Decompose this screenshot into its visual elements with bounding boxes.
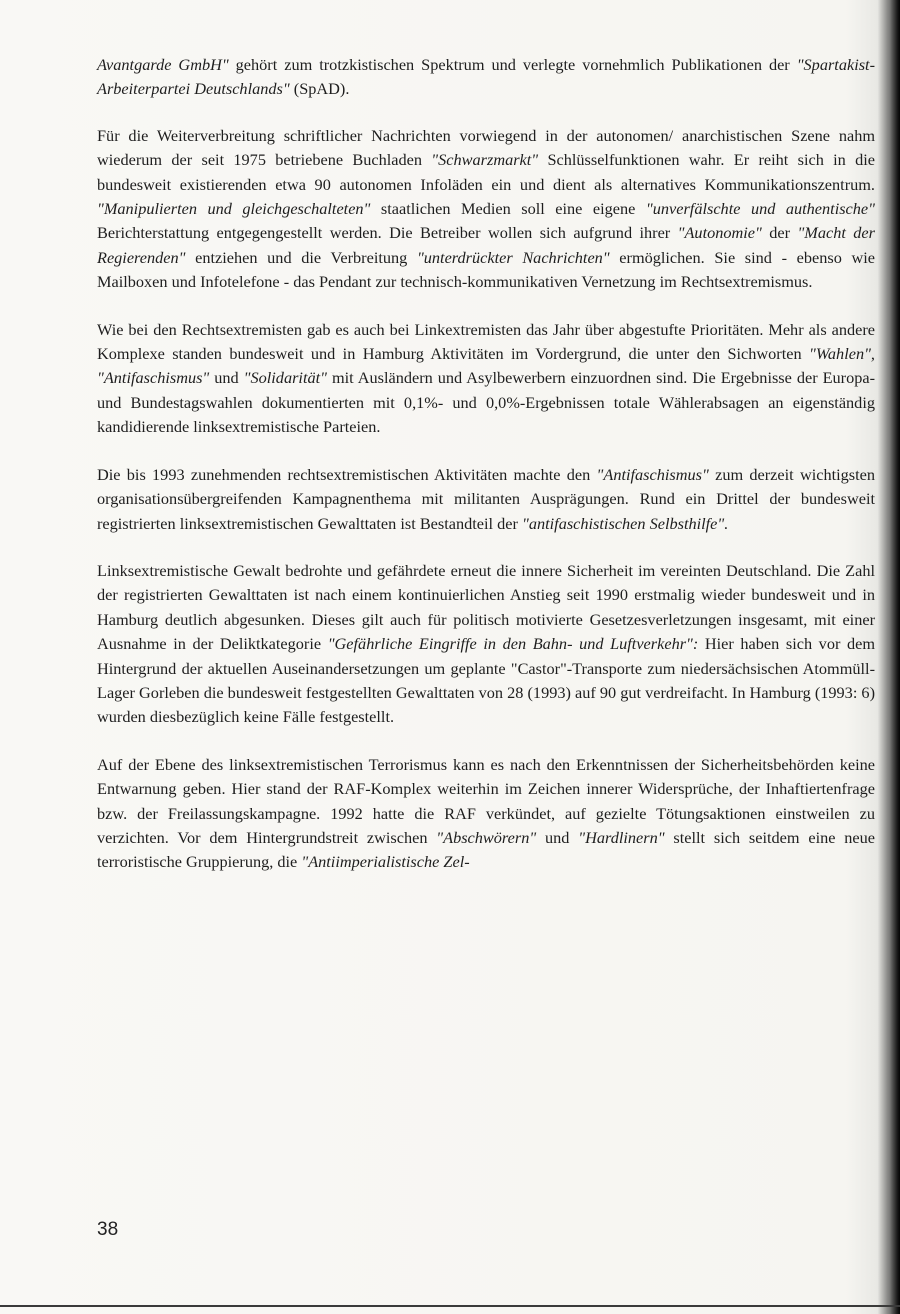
text-segment: und: [209, 368, 244, 388]
quoted-term: "unterdrückter Nachrichten": [416, 247, 610, 267]
paragraph-2: [97, 124, 875, 295]
text-segment: Schlüsselfunktionen wahr. Er reiht sich in die bundesweit existierenden etwa 90 autonomen Infoläden ein und dient als alternatives Kommunikationszentrum.: [97, 150, 875, 194]
paragraph-5: [97, 559, 875, 730]
quoted-term: "unverfälschte und authentische": [645, 199, 875, 219]
quoted-term: "antifaschistischen Selbsthilfe".: [522, 513, 729, 533]
quoted-term: "Autonomie": [677, 223, 762, 243]
text-segment: Berichterstattung entgegengestellt werden. Die Betreiber wollen sich aufgrund ihrer: [97, 223, 678, 243]
text-segment: stellt sich seitdem eine neue terroristische Gruppierung, die: [97, 827, 876, 872]
quoted-term: Avantgarde GmbH": [97, 55, 229, 74]
quoted-term: "Antiimperialistische Zel-: [301, 852, 470, 872]
page-number: 38: [97, 1219, 119, 1240]
text-segment: mit Ausländern und Asylbewerbern einzuordnen sind. Die Ergebnisse der Europa- und Bundestagswahlen dokumentierten mit 0,1%- und 0,0%-Ergebnissen totale Wählerabsagen an eigenständig kandidierende linksextremistische Parteien.: [97, 368, 876, 437]
paragraph-3: [97, 318, 875, 440]
paragraph-6: [97, 753, 875, 875]
quoted-term: "Hardlinern": [578, 827, 665, 847]
text-segment: Für die Weiterverbreitung schriftlicher Nachrichten vorwiegend in der autonomen/ anarchistischen Szene nahm wiederum der seit 1975 betriebene Buchladen: [97, 125, 875, 170]
text-segment: entziehen und die Verbreitung: [185, 247, 417, 267]
body-text: [97, 53, 875, 898]
quoted-term: "Antifaschismus": [596, 464, 709, 484]
text-segment: der: [761, 223, 798, 243]
quoted-term: "Macht der Regierenden": [97, 223, 875, 267]
text-segment: staatlichen Medien soll eine eigene: [370, 199, 646, 219]
text-segment: Die bis 1993 zunehmenden rechtsextremistischen Aktivitäten machte den: [97, 464, 597, 484]
quoted-term: "Wahlen", "Antifaschismus": [97, 344, 875, 388]
text-segment: ermöglichen. Sie sind - ebenso wie Mailboxen und Infotelefone - das Pendant zur technisch-kommunikativen Vernetzung im Rechtsextremismus.: [97, 247, 875, 292]
text-segment: (SpAD).: [289, 79, 350, 99]
text-segment: und: [536, 827, 579, 847]
paragraph-4: [97, 463, 875, 536]
text-segment: zum derzeit wichtigsten organisationsübergreifenden Kampagnenthema mit militanten Ausprägungen. Rund ein Drittel der bundesweit registrierten linksextremistischen Gewalttaten ist Bestandteil der: [97, 464, 876, 533]
text-segment: Auf der Ebene des linksextremistischen Terrorismus kann es nach den Erkenntnissen der Sicherheitsbehörden keine Entwarnung geben. Hier stand der RAF-Komplex weiterhin im Zeichen innerer Widersprüche, der Inhaftiertenfrage bzw. der Freilassungskampagne. 1992 hatte die RAF verkündet, auf gezielte Tötungsaktionen einstweilen zu verzichten. Vor dem Hintergrundstreit zwischen: [97, 754, 875, 847]
quoted-term: "Manipulierten und gleichgeschalteten": [97, 199, 371, 219]
page-edge-shadow: [890, 0, 900, 1314]
text-segment: gehört zum trotzkistischen Spektrum und verlegte vornehmlich Publikationen der: [228, 55, 797, 74]
text-segment: Wie bei den Rechtsextremisten gab es auch bei Linkextremisten das Jahr über abgestufte Prioritäten. Mehr als andere Komplexe standen bundesweit und in Hamburg Aktivitäten im Vordergrund, die unter den Sichworten: [97, 319, 875, 364]
quoted-term: "Schwarzmarkt": [431, 150, 539, 170]
quoted-term: "Gefährliche Eingriffe in den Bahn- und Luftverkehr":: [327, 634, 699, 654]
paragraph-1: [97, 53, 875, 102]
quoted-term: "Abschwörern": [436, 827, 537, 847]
page-bottom-edge: [0, 1305, 900, 1307]
text-segment: Hier haben sich vor dem Hintergrund der aktuellen Auseinandersetzungen um geplante "Castor"-Transporte zum niedersächsischen Atommüll-Lager Gorleben die bundesweit festgestellten Gewalttaten von 28 (1993) auf 90 gut verdreifacht. In Hamburg (1993: 6) wurden diesbezüglich keine Fälle festgestellt.: [97, 634, 876, 727]
quoted-term: "Solidarität": [243, 368, 327, 388]
quoted-term: "Spartakist-Arbeiterpartei Deutschlands": [97, 55, 875, 99]
text-segment: Linksextremistische Gewalt bedrohte und gefährdete erneut die innere Sicherheit im vereinten Deutschland. Die Zahl der registrierten Gewalttaten ist nach einem kontinuierlichen Anstieg seit 1990 erstmalig wieder bundesweit und in Hamburg deutlich abgesunken. Dieses gilt auch für politisch motivierte Gesetzesverletzungen insgesamt, mit einer Ausnahme in der Deliktkategorie: [97, 560, 875, 654]
